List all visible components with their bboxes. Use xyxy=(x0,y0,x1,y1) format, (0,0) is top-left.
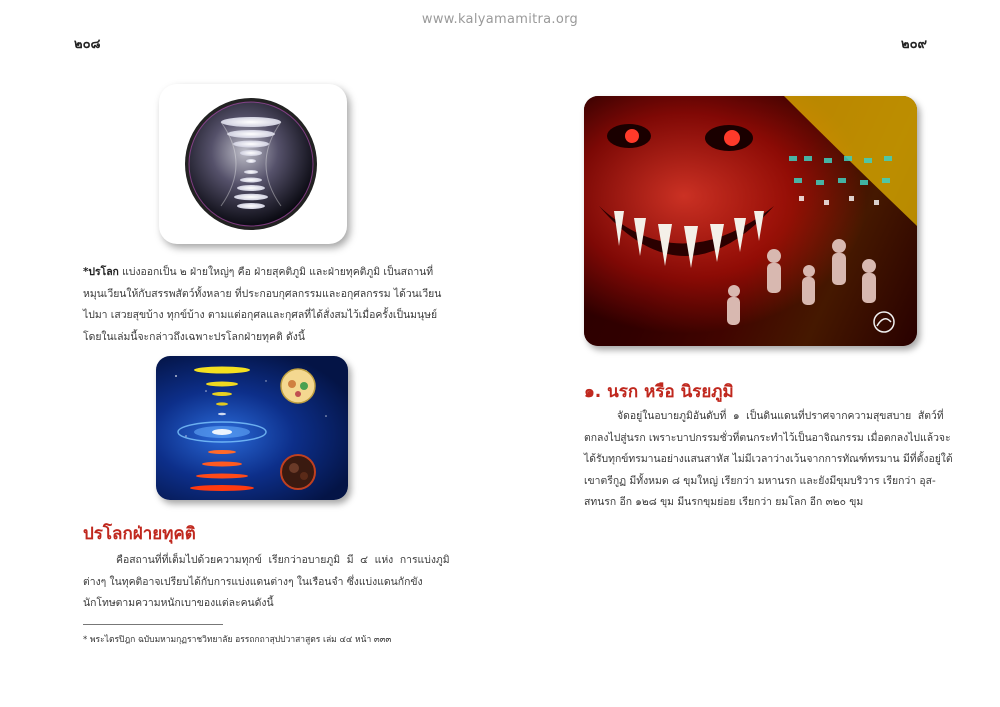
body-line: สทนรก อีก ๑๒๘ ขุม มีนรกขุมย่อย เรียกว่า ยมโลก อีก ๓๒๐ ขุม xyxy=(584,496,864,508)
right-body-paragraph xyxy=(584,406,953,514)
intro-line: แบ่งออกเป็น ๒ ฝ่ายใหญ่ๆ คือ ฝ่ายสุคติภูมิ และฝ่ายทุคติภูมิ เป็นสถานที่ xyxy=(118,266,434,278)
body-line: ต่างๆ ในทุคติอาจเปรียบได้กับการแบ่งแดนต่างๆ ในเรือนจำ ซึ่งแบ่งแดนกักขัง xyxy=(83,575,423,588)
footnote-divider xyxy=(83,624,223,625)
body-line: ตกลงไปสู่นรก เพราะบาปกรรมชั่วที่ตนกระทำไว้เป็นอาจิณกรรม เมื่อตกลงไปแล้วจะ xyxy=(584,431,951,444)
intro-term: *ปรโลก xyxy=(83,266,119,278)
page-number-right: ๒๐๙ xyxy=(901,37,928,52)
body-line: นักโทษตามความหนักเบาของแต่ละคนดังนี้ xyxy=(83,597,274,609)
funnel-sphere-image xyxy=(159,84,347,244)
footnote: * พระไตรปิฎก ฉบับมหามกุฏราชวิทยาลัย อรรถกถาสุปปวาสาสูตร เล่ม ๔๔ หน้า ๓๓๓ xyxy=(83,635,392,645)
intro-line: ไปมา เสวยสุขบ้าง ทุกข์บ้าง ตามแต่อกุศลและกุศลที่ได้สั่งสมไว้เมื่อครั้งเป็นมนุษย์ xyxy=(83,309,438,321)
intro-paragraph xyxy=(83,262,442,348)
intro-line: หมุนเวียนให้กับสรรพสัตว์ทั้งหลาย ที่ประกอบกุศลกรรมและอกุศลกรรม ได้วนเวียน xyxy=(83,287,442,300)
hell-demon-image xyxy=(584,96,917,346)
body-line: จัดอยู่ในอบายภูมิอันดับที่ ๑ เป็นดินแดนที่ปราศจากความสุขสบาย สัตว์ที่ xyxy=(584,410,944,422)
body-line: ได้รับทุกข์ทรมานอย่างแสนสาหัส ไม่มีเวลาว่างเว้นจากการทัณฑ์ทรมาน มีที่ตั้งอยู่ใต้ xyxy=(584,453,953,465)
body-line: เขาตรีกูฏ มีทั้งหมด ๘ ขุมใหญ่ เรียกว่า มหานรก และยังมีขุมบริวาร เรียกว่า อุส- xyxy=(584,474,936,487)
cosmos-realms-image xyxy=(156,356,348,500)
section-heading-right: ๑. นรก หรือ นิรยภูมิ xyxy=(584,382,734,402)
intro-line: โดยในเล่มนี้จะกล่าวถึงเฉพาะปรโลกฝ่ายทุคติ ดังนี้ xyxy=(83,330,305,343)
page-number-left: ๒๐๘ xyxy=(74,37,101,52)
left-body-paragraph xyxy=(83,550,450,615)
site-url: www.kalyamamitra.org xyxy=(421,12,579,27)
section-heading-left: ปรโลกฝ่ายทุคติ xyxy=(83,524,196,544)
body-line: คือสถานที่ที่เต็มไปด้วยความทุกข์ เรียกว่าอบายภูมิ มี ๔ แห่ง การแบ่งภูมิ xyxy=(83,554,450,566)
